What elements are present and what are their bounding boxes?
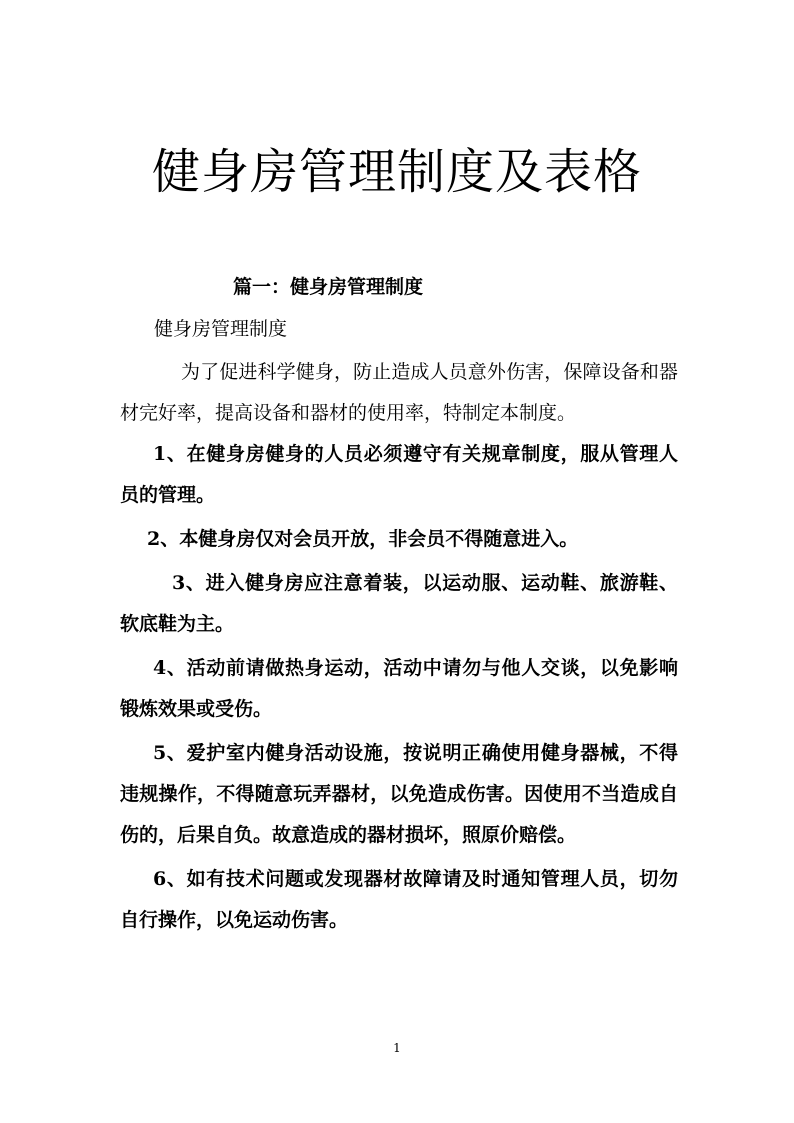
document-title: 健身房管理制度及表格: [151, 144, 642, 200]
page-number: 1: [393, 1041, 401, 1055]
document-body: [120, 352, 678, 941]
rule-item-2: 2、本健身房仅对会员开放，非会员不得随意进入。: [147, 528, 579, 550]
rule-item-6: 6、如有技术问题或发现器材故障请及时通知管理人员，切勿自行操作，以免运动伤害。: [120, 868, 678, 931]
rule-item-3: 3、进入健身房应注意着装，以运动服、运动鞋、旅游鞋、软底鞋为主。: [120, 572, 678, 635]
rule-item-5: 5、爱护室内健身活动设施，按说明正确使用健身器械，不得违规操作，不得随意玩弄器材，以免造成伤害。因使用不当造成自伤的，后果自负。故意造成的器材损坏，照原价赔偿。: [120, 742, 678, 846]
rule-item-1: 1、在健身房健身的人员必须遵守有关规章制度，服从管理人员的管理。: [120, 443, 678, 506]
subheading: 健身房管理制度: [154, 318, 288, 340]
rule-item-4: 4、活动前请做热身运动，活动中请勿与他人交谈，以免影响锻炼效果或受伤。: [120, 657, 678, 720]
section-heading: 篇一：健身房管理制度: [233, 276, 424, 298]
intro-paragraph: 为了促进科学健身，防止造成人员意外伤害，保障设备和器材完好率，提高设备和器材的使用率，特制定本制度。: [120, 361, 678, 424]
